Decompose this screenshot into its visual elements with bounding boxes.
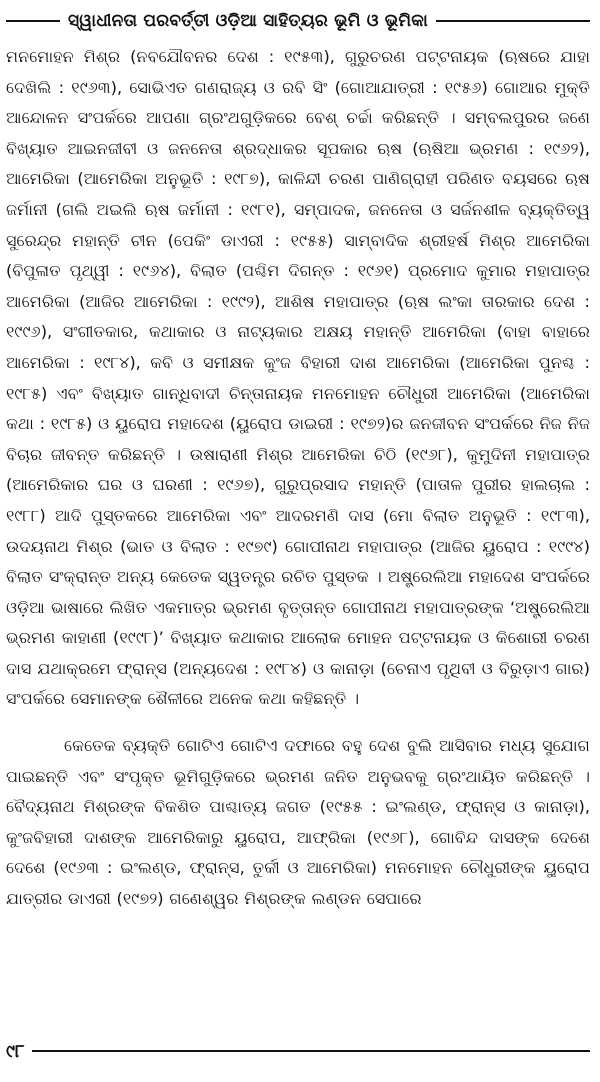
header-rule-left <box>6 20 60 22</box>
body-text <box>6 42 590 915</box>
paragraph-1: ମନମୋହନ ମିଶ୍ର (ନବଯୌବନର ଦେଶ : ୧୯୫୩), ଗୁରୁଚରଣ ପଟ୍ଟନାୟକ (ଋଷରେ ଯାହା ଦେଖିଲି : ୧୯୬୩), ସୋଭିଏତ ଗଣରାଜ୍ୟ ଓ ରବି ସିଂ (ଗୋଆଯାତ୍ରୀ : ୧୯୫୬) ଗୋଆର ମୁକ୍ତି ଆନ୍ଦୋଳନ ସଂପର୍କରେ ଆପଣା ଗ୍ରଂଥଗୁଡ଼ିକରେ ବେଶ୍ ଚର୍ଚ୍ଚା କରିଛନ୍ତି । ସମ୍ବଲପୁରର ଜଣେ ବିଖ୍ୟାତ ଆଇନଜୀବୀ ଓ ଜନନେତା ଶ୍ରଦ୍ଧାକର ସୂପକାର ଋଷ (ଋଷିଆ ଭ୍ରମଣ : ୧୯୬୨), ଆମେରିକା (ଆମେରିକା ଅନୁଭୂତି : ୧୯୮୭), କାଳିନ୍ଦୀ ଚରଣ ପାଣିଗ୍ରାହୀ ପରିଣତ ବୟସରେ ଋଷ ଜର୍ମାନୀ (ଗଲି ଅଇଲି ଋଷ ଜର୍ମାନୀ : ୧୯୮୧), ସମ୍ପାଦକ, ଜନନେତା ଓ ସର୍ଜନଶୀଳ ବ୍ୟକ୍ତିତ୍ୱ ସୁରେନ୍ଦ୍ର ମହାନ୍ତି ଚୀନ (ପେକିଂ ଡାଏରୀ : ୧୯୫୫) ସାମ୍ବାଦିକ ଶ୍ରୀହର୍ଷ ମିଶ୍ର ଆମେରିକା (ବିପୁଳାତ ପୃଥ୍ୱୀ : ୧୯୬୪), ବିଲାତ (ପଶ୍ଚିମ ଦିଗନ୍ତ : ୧୯୬୧) ପ୍ରମୋଦ କୁମାର ମହାପାତ୍ର ଆମେରିକା (ଆଜିର ଆମେରିକା : ୧୯୯୨), ଆଶିଷ ମହାପାତ୍ର (ଋଷ ଲଂକା ତାରକାର ଦେଶ : ୧୯୯୬), ସଂଗୀତକାର, କଥାକାର ଓ ନାଟ୍ୟକାର ଅକ୍ଷୟ ମହାନ୍ତି ଆମେରିକା (ବାହା ବାହାରେ ଆମେରିକା : ୧୯୮୪), କବି ଓ ସମୀକ୍ଷକ କୁଂଜ ବିହାରୀ ଦାଶ ଆମେରିକା (ଆମେରିକା ପୁନଶ୍ଚ : ୧୯୮୫) ଏବଂ ବିଖ୍ୟାତ ଗାନ୍ଧିବାଦୀ ଚିନ୍ତାନାୟକ ମନମୋହନ ଚୌଧୁରୀ ଆମେରିକା (ଆମେରିକା କଥା : ୧୯୮୫) ଓ ୟୁରୋପ ମହାଦେଶ (ୟୁରୋପ ଡାଇରୀ : ୧୯୭୨)ର ଜନଜୀବନ ସଂପର୍କରେ ନିଜ ନିଜ ବିଚାର ଜୀବନ୍ତ କରିଛନ୍ତି । ଉଷାରାଣୀ ମିଶ୍ର ଆମେରିକା ଚିଠି (୧୯୬୮), କୁମୁଦିନୀ ମହାପାତ୍ର (ଆମେରିକାର ଘର ଓ ଘରଣୀ : ୧୯୬୭), ଗୁରୁପ୍ରସାଦ ମହାନ୍ତି (ପାତାଳ ପୁରୀର ହାଲଚାଲ : ୧୯୮୮) ଆଦି ପୁସ୍ତକରେ ଆମେରିକା ଏବଂ ଆଦରମଣି ଦାସ (ମୋ ବିଲାତ ଅନୁଭୂତି : ୧୯୮୩), ଉଦୟନାଥ ମିଶ୍ର (ଭାତ ଓ ବିଲାତ : ୧୯୭୯) ଗୋପୀନାଥ ମହାପାତ୍ର (ଆଜିର ୟୁରୋପ : ୧୯୯୪) ବିଲାତ ସଂକ୍ରାନ୍ତ ଅନ୍ୟ କେତେକ ସ୍ୱତନ୍ତ୍ର ରଚିତ ପୁସ୍ତକ । ଅଷ୍ଟ୍ରେଲିଆ ମହାଦେଶ ସଂପର୍କରେ ଓଡ଼ିଆ ଭାଷାରେ ଲିଖିତ ଏକମାତ୍ର ଭ୍ରମଣ ବୃତ୍ତାନ୍ତ ଗୋପୀନାଥ ମହାପାତ୍ରଙ୍କ ‘ଅଷ୍ଟ୍ରେଲିଆ ଭ୍ରମଣ କାହାଣୀ (୧୯୯୮)’ ବିଖ୍ୟାତ କଥାକାର ଆଲୋକ ମୋହନ ପଟ୍ଟନାୟକ ଓ କିଶୋରୀ ଚରଣ ଦାସ ଯଥାକ୍ରମେ ଫ୍ରାନ୍ସ (ଅନ୍ୟଦେଶ : ୧୯୮୪) ଓ କାନାଡ଼ା (ଚେନାଏ ପୃଥିବୀ ଓ ବିରୁଡ଼ାଏ ଗାର) ସଂପର୍କରେ ସେମାନଙ୍କ ଶୈଳୀରେ ଅନେକ କଥା କହିଛନ୍ତି । <box>6 47 590 709</box>
paragraph-2: କେତେକ ବ୍ୟକ୍ତି ଗୋଟିଏ ଗୋଟିଏ ଦଫାରେ ବହୁ ଦେଶ ବୁଲି ଆସିବାର ମଧ୍ୟ ସୁଯୋଗ ପାଇଛନ୍ତି ଏବଂ ସଂପୃକ୍ତ ଭୂମିଗୁଡ଼ିକରେ ଭ୍ରମଣ ଜନିତ ଅନୁଭବକୁ ଗ୍ରଂଥାୟିତ କରିଛନ୍ତି । ବୈଦ୍ୟନାଥ ମିଶ୍ରଙ୍କ ବିକଶିତ ପାଶ୍ଚାତ୍ୟ ଜଗତ (୧୯୫୫ : ଇଂଲଣ୍ଡ, ଫ୍ରାନ୍ସ ଓ କାନାଡ଼ା), କୁଂଜବିହାରୀ ଦାଶଙ୍କ ଆମେରିକାରୁ ୟୁରୋପ, ଆଫ୍ରିକା (୧୯୬୮), ଗୋବିନ୍ଦ ଦାସଙ୍କ ଦେଶେ ଦେଶେ (୧୯୬୩ : ଇଂଲଣ୍ଡ, ଫ୍ରାନ୍ସ, ତୁର୍କୀ ଓ ଆମେରିକା) ମନମୋହନ ଚୌଧୁରୀଙ୍କ ୟୁରୋପ ଯାତ୍ରୀର ଡାଏରୀ (୧୯୭୨) ଗଣେଶ୍ୱର ମିଶ୍ରଙ୍କ ଲଣ୍ଡନ ସେପାରେ <box>6 736 590 909</box>
running-header-title: ସ୍ୱାଧୀନତା ପରବର୍ତ୍ତୀ ଓଡ଼ିଆ ସାହିତ୍ୟର ଭୂମି ଓ ଭୂମିକା <box>68 11 428 31</box>
footer-rule <box>32 1050 590 1052</box>
header-rule-right <box>436 20 590 22</box>
page-number: ୯୮ <box>6 1040 25 1062</box>
running-header <box>6 4 590 38</box>
page-footer <box>6 1036 590 1066</box>
